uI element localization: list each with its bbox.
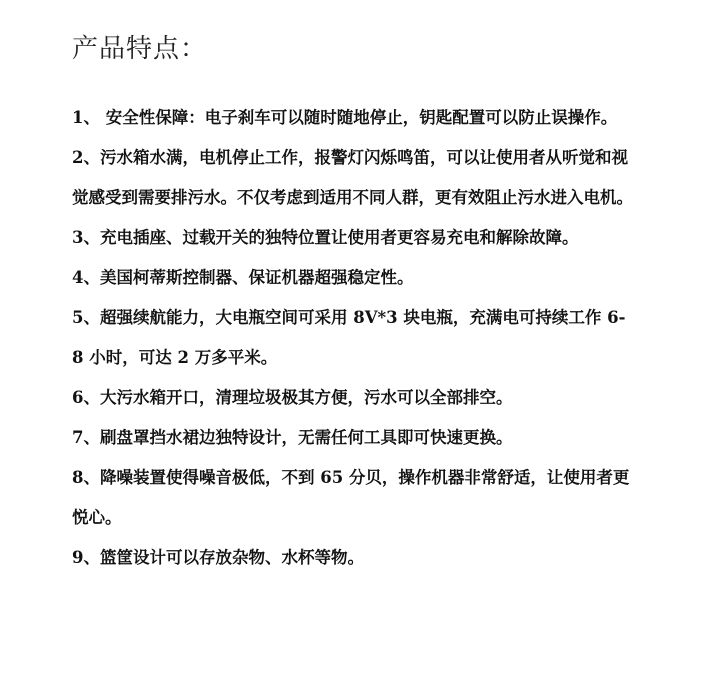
- feature-item-2: 2、污水箱水满，电机停止工作，报警灯闪烁鸣笛，可以让使用者从听觉和视觉感受到需要排污水。不仅考虑到适用不同人群，更有效阻止污水进入电机。: [72, 148, 633, 207]
- feature-list: [72, 98, 634, 578]
- feature-item-3: 3、充电插座、过载开关的独特位置让使用者更容易充电和解除故障。: [72, 228, 579, 247]
- feature-item-5: 5、超强续航能力，大电瓶空间可采用 8V*3 块电瓶，充满电可持续工作 6-8 小时，可达 2 万多平米。: [72, 308, 626, 367]
- feature-item-4: 4、美国柯蒂斯控制器、保证机器超强稳定性。: [72, 268, 414, 287]
- feature-item-1: 1、 安全性保障：电子刹车可以随时随地停止，钥匙配置可以防止误操作。: [72, 108, 618, 127]
- feature-item-9: 9、篮筐设计可以存放杂物、水杯等物。: [72, 548, 364, 567]
- feature-item-7: 7、刷盘罩挡水裙边独特设计，无需任何工具即可快速更换。: [72, 428, 513, 447]
- page-title: 产品特点：: [72, 34, 208, 64]
- feature-item-8: 8、降噪装置使得噪音极低，不到 65 分贝，操作机器非常舒适，让使用者更悦心。: [72, 468, 630, 527]
- feature-item-6: 6、大污水箱开口，清理垃圾极其方便，污水可以全部排空。: [72, 388, 513, 407]
